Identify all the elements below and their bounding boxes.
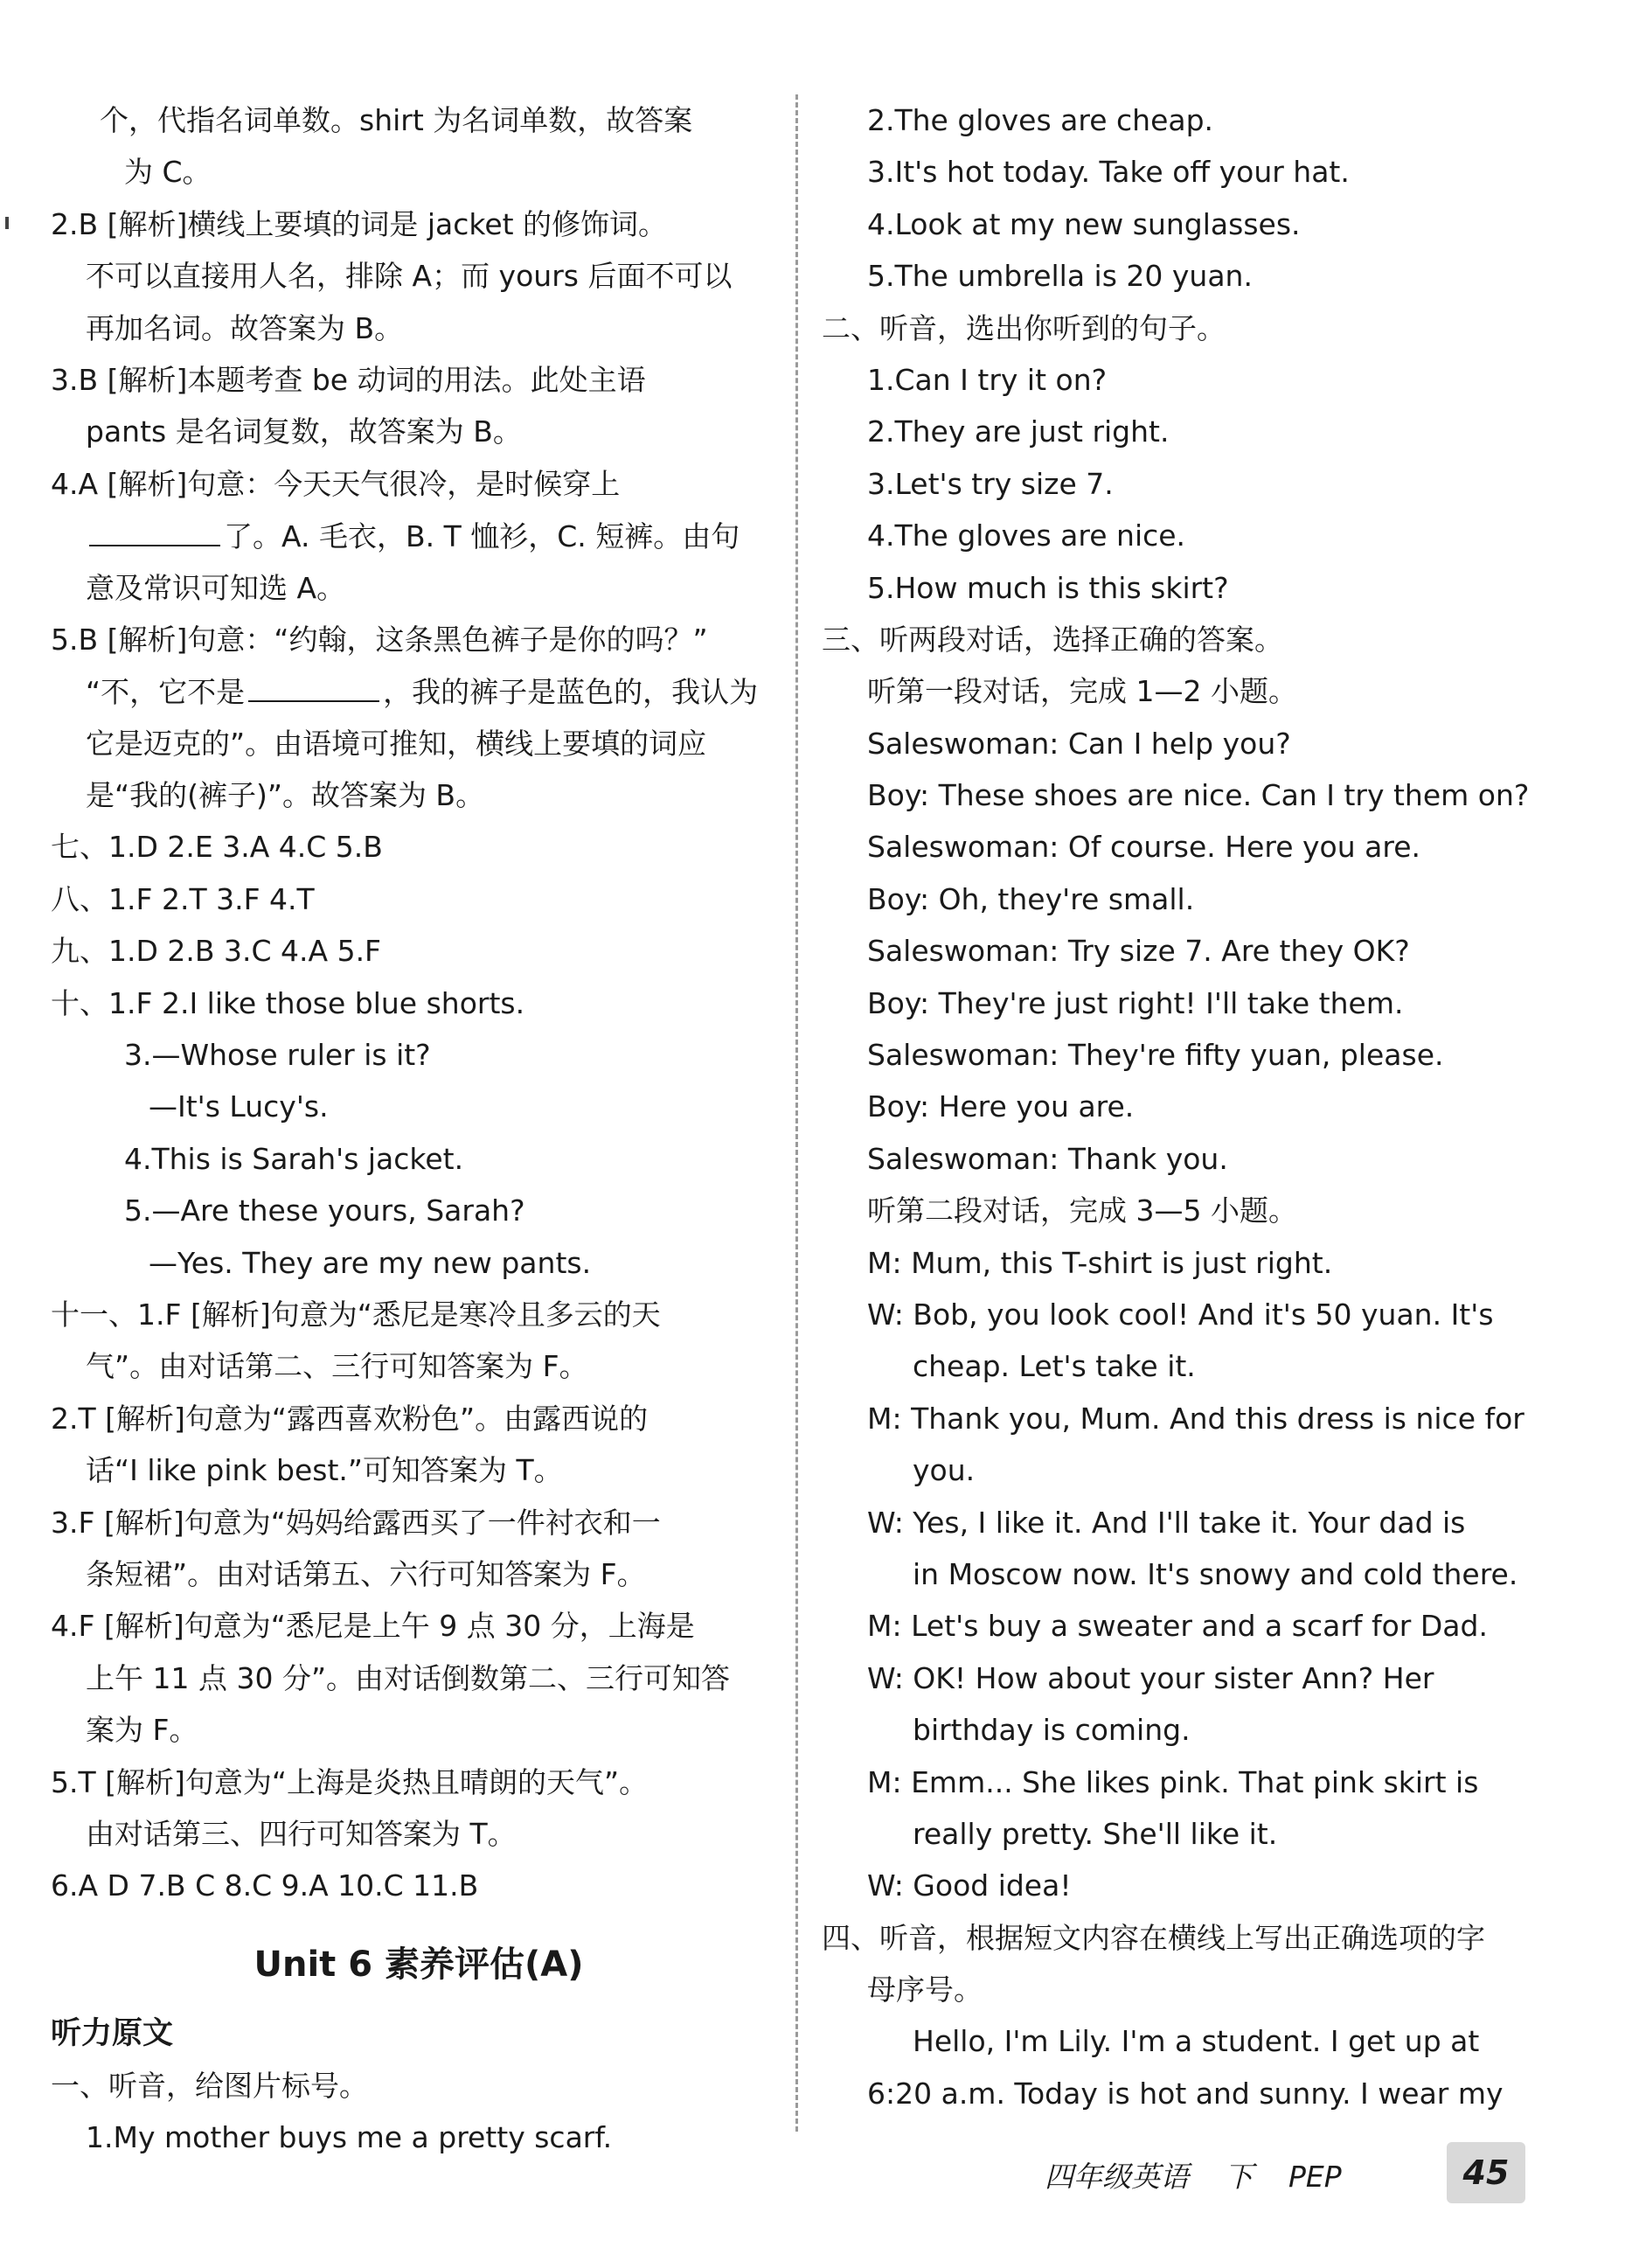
dialogue-line: M: Let's buy a sweater and a scarf for Dad. [867, 1609, 1488, 1644]
answer-line [51, 510, 787, 561]
dialogue-line: M: Mum, this T-shirt is just right. [867, 1245, 1333, 1280]
answer-line: 6.A D 7.B C 8.C 9.A 10.C 11.B [51, 1868, 479, 1903]
dialogue-line: Saleswoman: Thank you. [867, 1141, 1228, 1176]
footer-volume: 下 [1224, 2160, 1254, 2194]
answer-line: 气”。由对话第二、三行可知答案为 F。 [86, 1349, 588, 1384]
passage-line: 6:20 a.m. Today is hot and sunny. I wear my [867, 2076, 1504, 2111]
transcript-line: 3.It's hot today. Take off your hat. [867, 155, 1350, 190]
answer-line: 上午 11 点 30 分”。由对话倒数第二、三行可知答 [86, 1660, 731, 1695]
transcript-line: 4.Look at my new sunglasses. [867, 206, 1301, 241]
dialogue-line: Saleswoman: Can I help you? [867, 726, 1291, 761]
dialogue-line: birthday is coming. [913, 1713, 1191, 1748]
answer-line: 不可以直接用人名，排除 A；而 yours 后面不可以 [86, 259, 733, 294]
section-heading: 二、听音，选出你听到的句子。 [822, 310, 1226, 345]
left-column [51, 94, 787, 2164]
dialogue-line: W: Good idea! [867, 1868, 1072, 1903]
answer-line: 3.F [解析]句意为“妈妈给露西买了一件衬衣和一 [51, 1505, 661, 1540]
footer-grade: 四年级英语 [1045, 2160, 1189, 2194]
dialogue-line: M: Emm... She likes pink. That pink skirt is [867, 1764, 1479, 1799]
answer-text: ，我的裤子是蓝色的，我认为 [383, 675, 759, 710]
answer-line: 3.B [解析]本题考查 be 动词的用法。此处主语 [51, 362, 646, 397]
dialogue-line: W: OK! How about your sister Ann? Her [867, 1660, 1434, 1695]
dialogue-line: Boy: Oh, they're small. [867, 881, 1195, 916]
answer-line: 再加名词。故答案为 B。 [86, 310, 404, 345]
dialogue-line: Boy: These shoes are nice. Can I try them on? [867, 778, 1530, 813]
answer-line: 十一、1.F [解析]句意为“悉尼是寒冷且多云的天 [51, 1297, 661, 1332]
answer-line: 为 C。 [124, 155, 212, 190]
dialogue-line: M: Thank you, Mum. And this dress is nice for [867, 1401, 1524, 1436]
margin-mark [5, 217, 9, 229]
section-heading-continued: 母序号。 [867, 1972, 983, 2007]
dialogue-line: you. [913, 1453, 976, 1488]
listening-heading: 听力原文 [51, 2015, 174, 2051]
section-heading: 四、听音，根据短文内容在横线上写出正确选项的字 [822, 1920, 1485, 1955]
answer-line: 4.A [解析]句意：今天天气很冷，是时候穿上 [51, 466, 621, 501]
answer-line: pants 是名词复数，故答案为 B。 [86, 414, 522, 449]
page-number: 45 [1447, 2142, 1525, 2203]
answer-line: —It's Lucy's. [149, 1089, 329, 1124]
answer-line [51, 665, 787, 717]
answer-line: 八、1.F 2.T 3.F 4.T [51, 881, 315, 916]
transcript-line: 听第一段对话，完成 1—2 小题。 [867, 674, 1297, 709]
dialogue-line: Saleswoman: They're fifty yuan, please. [867, 1038, 1444, 1073]
answer-line: 5.B [解析]句意：“约翰，这条黑色裤子是你的吗？” [51, 622, 708, 657]
dialogue-line: W: Bob, you look cool! And it's 50 yuan. It's [867, 1297, 1494, 1332]
answer-line: 3.—Whose ruler is it? [124, 1038, 431, 1073]
answer-line: 七、1.D 2.E 3.A 4.C 5.B [51, 830, 383, 865]
answer-line: 5.—Are these yours, Sarah? [124, 1193, 525, 1228]
answer-line: 个，代指名词单数。shirt 为名词单数，故答案 [100, 103, 693, 137]
dialogue-line: Saleswoman: Try size 7. Are they OK? [867, 934, 1410, 969]
dialogue-line: in Moscow now. It's snowy and cold there. [913, 1556, 1518, 1591]
answer-line: 4.This is Sarah's jacket. [124, 1141, 464, 1176]
answer-line: 案为 F。 [86, 1713, 198, 1748]
dialogue-line: W: Yes, I like it. And I'll take it. Your dad is [867, 1505, 1466, 1540]
section-heading: 三、听两段对话，选择正确的答案。 [822, 622, 1283, 657]
answer-text: “不，它不是 [86, 675, 246, 710]
fill-blank [248, 665, 379, 702]
answer-line: 是“我的(裤子)”。故答案为 B。 [86, 778, 485, 813]
transcript-line: 听第二段对话，完成 3—5 小题。 [867, 1193, 1297, 1228]
answer-line: 由对话第三、四行可知答案为 T。 [86, 1816, 517, 1851]
answer-line: 5.T [解析]句意为“上海是炎热且晴朗的天气”。 [51, 1764, 649, 1799]
answer-line: 话“I like pink best.”可知答案为 T。 [86, 1453, 563, 1488]
answer-line: 1.My mother buys me a pretty scarf. [86, 2120, 613, 2155]
unit-title: Unit 6 素养评估(A) [253, 1944, 584, 1985]
dialogue-line: Boy: Here you are. [867, 1089, 1135, 1124]
answer-line: 2.B [解析]横线上要填的词是 jacket 的修饰词。 [51, 206, 668, 241]
transcript-line: 3.Let's try size 7. [867, 466, 1114, 501]
column-divider [795, 94, 798, 2132]
footer-edition: PEP [1288, 2160, 1342, 2194]
dialogue-line: Saleswoman: Of course. Here you are. [867, 830, 1421, 865]
answer-line: 4.F [解析]句意为“悉尼是上午 9 点 30 分，上海是 [51, 1609, 695, 1644]
dialogue-line: Boy: They're just right! I'll take them. [867, 985, 1404, 1020]
dialogue-line: really pretty. She'll like it. [913, 1816, 1278, 1851]
transcript-line: 5.The umbrella is 20 yuan. [867, 259, 1253, 294]
transcript-line: 2.They are just right. [867, 414, 1170, 449]
section-heading: 一、听音，给图片标号。 [51, 2069, 368, 2104]
transcript-line: 1.Can I try it on? [867, 362, 1108, 397]
dialogue-line: cheap. Let's take it. [913, 1349, 1196, 1384]
transcript-line: 5.How much is this skirt? [867, 570, 1229, 605]
answer-line: 意及常识可知选 A。 [86, 570, 346, 605]
answer-line: 条短裙”。由对话第五、六行可知答案为 F。 [86, 1556, 646, 1591]
transcript-line: 4.The gloves are nice. [867, 518, 1186, 553]
answer-line: —Yes. They are my new pants. [149, 1245, 592, 1280]
transcript-line: 2.The gloves are cheap. [867, 103, 1214, 137]
fill-blank [89, 510, 220, 546]
right-column [822, 94, 1547, 2119]
answer-line: 十、1.F 2.I like those blue shorts. [51, 985, 525, 1020]
passage-line: Hello, I'm Lily. I'm a student. I get up at [913, 2024, 1480, 2059]
answer-text: 了。A. 毛衣，B. T 恤衫，C. 短裤。由句 [224, 519, 740, 554]
answer-line: 2.T [解析]句意为“露西喜欢粉色”。由露西说的 [51, 1401, 649, 1436]
answer-line: 它是迈克的”。由语境可推知，横线上要填的词应 [86, 726, 707, 761]
answer-line: 九、1.D 2.B 3.C 4.A 5.F [51, 934, 382, 969]
